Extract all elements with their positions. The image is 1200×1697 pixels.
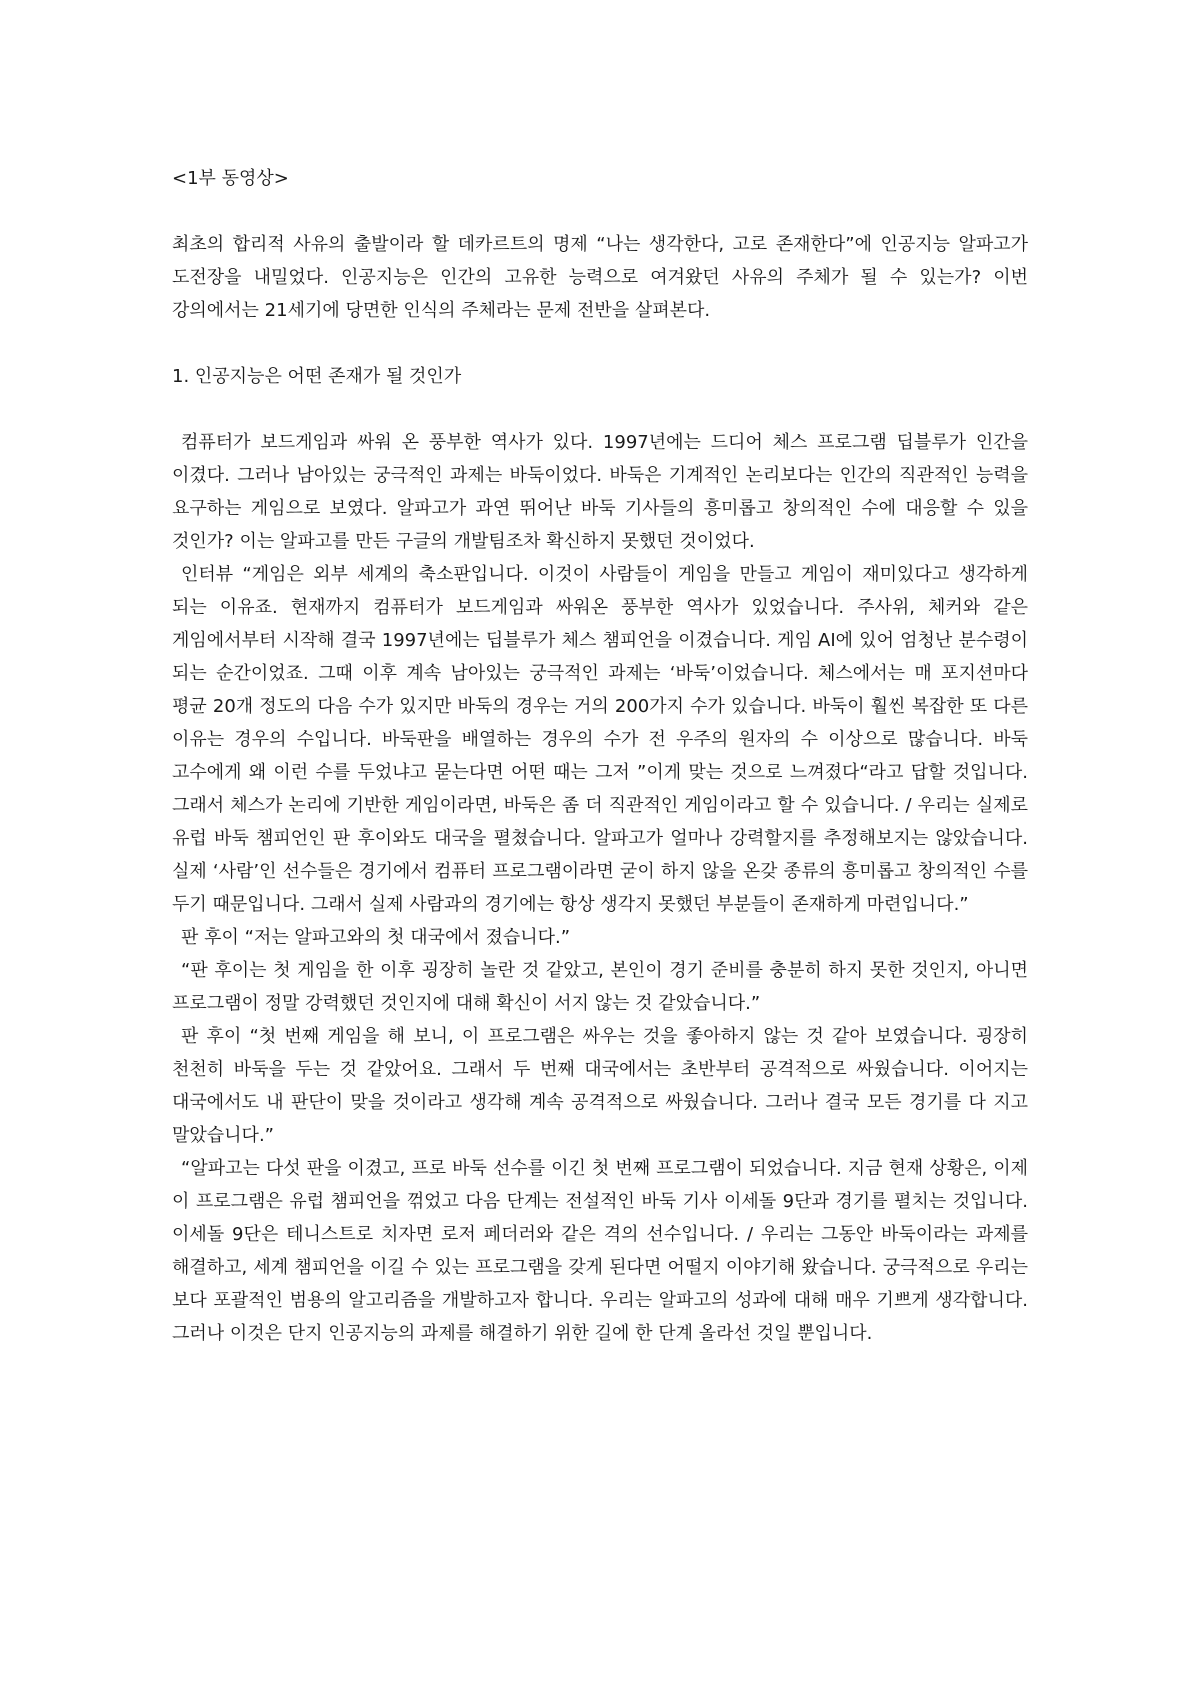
quote-paragraph: “판 후이는 첫 게임을 한 이후 굉장히 놀란 것 같았고, 본인이 경기 준비를 충분히 하지 못한 것인지, 아니면 프로그램이 정말 강력했던 것인지에 대해 확신이 서지 않는 것 같았습니다.”: [172, 960, 1028, 1014]
intro-paragraph: 최초의 합리적 사유의 출발이라 할 데카르트의 명제 “나는 생각한다, 고로 존재한다”에 인공지능 알파고가 도전장을 내밀었다. 인공지능은 인간의 고유한 능력으로 여겨왔던 사유의 주체가 될 수 있는가? 이번 강의에서는 21세기에 당면한 인식의 주체라는 문제 전반을 살펴본다.: [172, 234, 1028, 321]
quote-paragraph: 판 후이 “저는 알파고와의 첫 대국에서 졌습니다.”: [181, 927, 571, 948]
quote-paragraph: “알파고는 다섯 판을 이겼고, 프로 바둑 선수를 이긴 첫 번째 프로그램이 되었습니다. 지금 현재 상황은, 이제 이 프로그램은 유럽 챔피언을 꺾었고 다음 단계는 전설적인 바둑 기사 이세돌 9단과 경기를 펼치는 것입니다. 이세돌 9단은 테니스트로 치자면 로저 페더러와 같은 격의 선수입니다. / 우리는 그동안 바둑이라는 과제를 해결하고, 세계 챔피언을 이길 수 있는 프로그램을 갖게 된다면 어떨지 이야기해 왔습니다. 궁극적으로 우리는 보다 포괄적인 범용의 알고리즘을 개발하고자 합니다. 우리는 알파고의 성과에 대해 매우 기쁘게 생각합니다. 그러나 이것은 단지 인공지능의 과제를 해결하기 위한 길에 한 단계 올라선 것일 뿐입니다.: [172, 1158, 1028, 1344]
quote-paragraph: 판 후이 “첫 번째 게임을 해 보니, 이 프로그램은 싸우는 것을 좋아하지 않는 것 같아 보였습니다. 굉장히 천천히 바둑을 두는 것 같았어요. 그래서 두 번째 대국에서는 초반부터 공격적으로 싸웠습니다. 이어지는 대국에서도 내 판단이 맞을 것이라고 생각해 계속 공격적으로 싸웠습니다. 그러나 결국 모든 경기를 다 지고 말았습니다.”: [172, 1026, 1028, 1146]
body-paragraph: 컴퓨터가 보드게임과 싸워 온 풍부한 역사가 있다. 1997년에는 드디어 체스 프로그램 딥블루가 인간을 이겼다. 그러나 남아있는 궁극적인 과제는 바둑이었다. 바둑은 기계적인 논리보다는 인간의 직관적인 능력을 요구하는 게임으로 보였다. 알파고가 과연 뛰어난 바둑 기사들의 흥미롭고 창의적인 수에 대응할 수 있을 것인가? 이는 알파고를 만든 구글의 개발팀조차 확신하지 못했던 것이었다.: [172, 432, 1028, 552]
part-title: <1부 동영상>: [172, 168, 289, 189]
document-body: [172, 162, 1028, 1350]
interview-paragraph: 인터뷰 “게임은 외부 세계의 축소판입니다. 이것이 사람들이 게임을 만들고 게임이 재미있다고 생각하게 되는 이유죠. 현재까지 컴퓨터가 보드게임과 싸워온 풍부한 역사가 있었습니다. 주사위, 체커와 같은 게임에서부터 시작해 결국 1997년에는 딥블루가 체스 챔피언을 이겼습니다. 게임 AI에 있어 엄청난 분수령이 되는 순간이었죠. 그때 이후 계속 남아있는 궁극적인 과제는 ‘바둑’이었습니다. 체스에서는 매 포지션마다 평균 20개 정도의 다음 수가 있지만 바둑의 경우는 거의 200가지 수가 있습니다. 바둑이 훨씬 복잡한 또 다른 이유는 경우의 수입니다. 바둑판을 배열하는 경우의 수가 전 우주의 원자의 수 이상으로 많습니다. 바둑 고수에게 왜 이런 수를 두었냐고 묻는다면 어떤 때는 그저 ”이게 맞는 것으로 느껴졌다“라고 답할 것입니다. 그래서 체스가 논리에 기반한 게임이라면, 바둑은 좀 더 직관적인 게임이라고 할 수 있습니다. / 우리는 실제로 유럽 바둑 챔피언인 판 후이와도 대국을 펼쳤습니다. 알파고가 얼마나 강력할지를 추정해보지는 않았습니다. 실제 ‘사람’인 선수들은 경기에서 컴퓨터 프로그램이라면 굳이 하지 않을 온갖 종류의 흥미롭고 창의적인 수를 두기 때문입니다. 그래서 실제 사람과의 경기에는 항상 생각지 못했던 부분들이 존재하게 마련입니다.”: [172, 564, 1028, 915]
section-title: 1. 인공지능은 어떤 존재가 될 것인가: [172, 366, 462, 387]
